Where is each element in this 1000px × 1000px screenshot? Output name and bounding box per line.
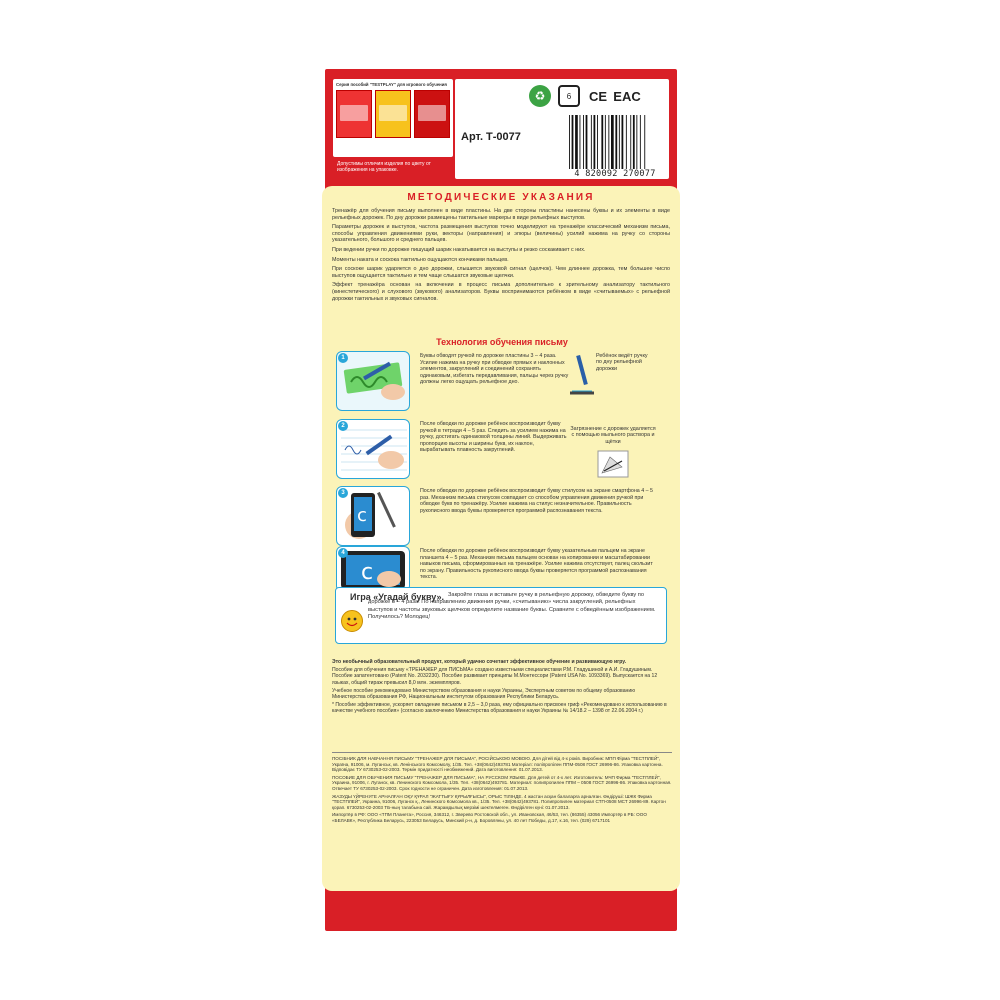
instructions-panel [322, 186, 680, 891]
recycle-icon: ♻ [529, 85, 551, 107]
barcode-bar [630, 115, 631, 169]
notebook-writing-icon [337, 420, 409, 477]
step-text: После обводки по дорожке ребёнок воспроизводит букву стилусом на экране смартфона 4 – 5 раз. Механизм письма стилусом совпадает со способом управления движения ручкой при обводке букв по тренажёру. Усилие нажима на стилус незначительное. Правильность рукописного ввода буквы проверяется программой распознавания текста. [420, 488, 654, 514]
step-text: После обводки по дорожке ребёнок воспроизводит букву указательным пальцем на экране планшета 4 – 5 раз. Механизм письма пальцем основан на копировании и масштабировании навыков письма, сформированных на тренажёре. Усилие нажима отсутствует, палец скользит по экрану. Правильность рукописного ввода буквы проверяется программой распознавания текста. [420, 548, 653, 580]
side-note-text: Ребёнок ведёт ручку по дну рельефной дорожки [596, 353, 648, 372]
legal-line-importers: Импортёр в РФ: ООО «ТПМ Планета», Россия, 346312, г. Зверево Ростовской обл., ул. Ивановская, 46/53, тел. (86355) 43056 Импортёр в РБ: ООО «БЕЛАВК», Республика Беларусь, 223053 Беларусь, Минский р-н, д. Боровляны, ул. 40 лет Победы, д.17, к.16, тел. (029) 6717101 [332, 812, 647, 823]
methods-paragraph: Тренажёр для обучения письму выполнен в виде пластины. На две стороны пластины нанесены буквы и их элементы в виде рельефных дорожек. По дну дорожки размещены тактильные маркеры в виде рельефных выступов. [332, 208, 670, 221]
barcode-bar [591, 115, 592, 169]
info-paragraph: * Пособие эффективное, ускоряет овладение письмом в 2,5 – 3,0 раза, ему официально присвоен гриф «Рекомендовано к использованию в качестве учебного пособия» (согласно заключению Министерства образования и науки Украины № 14/18.2 – 1398 от 22.06.2004 г.) [332, 702, 667, 715]
barcode-bar [611, 115, 614, 169]
product-thumbnail [336, 90, 372, 138]
color-disclaimer: Допустимы отличия изделия по цвету от изображения на упаковке. [337, 161, 431, 173]
series-card [333, 79, 453, 157]
series-thumbnails [336, 90, 450, 138]
barcode-bar [583, 115, 584, 169]
side-note-clean [570, 426, 656, 479]
methods-paragraph: При ведении ручки по дорожке пишущий шарик накатывается на выступы и резко соскакивает с них. [332, 246, 586, 253]
barcode [567, 115, 663, 169]
barcode-bar [601, 115, 603, 169]
svg-text:с: с [357, 505, 367, 526]
pen-in-groove-icon [570, 355, 594, 399]
info-lead: Это необычный образовательный продукт, который удачно сочетает эффективное обучение и развивающую игру. [332, 659, 627, 665]
barcode-bar [575, 115, 578, 169]
barcode-bar [580, 115, 581, 169]
barcode-number: 4 820092 270077 [574, 169, 656, 179]
smartphone-stylus-icon [337, 487, 409, 544]
code-box [455, 79, 669, 179]
barcode-bar [633, 115, 635, 169]
eac-mark-icon: EAC [613, 88, 641, 104]
step-number: 2 [338, 421, 348, 431]
plastic-code-icon: 6 [558, 85, 580, 107]
legal-line-kz: ЖАЗУДЫ ҮЙРЕНУГЕ АРНАЛҒАН ОҚУ ҚҰРАЛ "ЖАТТЫҒУ ҚҰРЫЛҒЫСЫ", ОРЫС ТІЛІНДЕ. 4 жастан асқан балаларға арналған. Өндіруші: ШЖК Фирма "ТЕСТПЛЕЙ", Украина, 91006, Луганск қ., Ленинского Комсомола кв., 1/35. Тел. +38(0642)493781. Полипропилен материал СТП-0508 МСТ 26996-89. Картон қорап. 6730253-02-2003 ТБ-ның талабына сай. Жарамдылық мерзімі шектелмеген. Өндірілген күні: 01.07.2013. [332, 793, 666, 810]
game-box [335, 587, 667, 644]
tech-title: Технология обучения письму [436, 337, 568, 347]
package-back [325, 69, 677, 966]
barcode-bar [615, 115, 617, 169]
barcode-bar [597, 115, 598, 169]
barcode-bar [586, 115, 588, 169]
recommendation: Рекомендовано Министерством образования и науки Украины, официально включено в "НАБОР ПЕРВОКЛАССНИКА". [345, 936, 657, 942]
barcode-bar [626, 115, 627, 169]
product-info [332, 659, 670, 715]
copyright: ©: Р.М. Гладушина и А.И. Гладушин ©: Фирма "ТЕСТПЛЕЙ" [434, 948, 568, 953]
article-number: Арт. Т-0077 [461, 131, 521, 143]
step-text: После обводки по дорожке ребёнок воспроизводит букву ручкой в тетради 4 – 5 раз. Следить за усилием нажима на ручку, достигать одинаковой толщины линий. Выдерживать пропорцию высоты и ширины букв, их наклон, вырабатывать плавность закруглений. [420, 421, 567, 453]
methods-text [332, 208, 670, 305]
barcode-bar [644, 115, 645, 169]
step-number: 3 [338, 488, 348, 498]
svg-text:с: с [361, 560, 374, 585]
legal-line-ru: ПОСОБИЕ ДЛЯ ОБУЧЕНИЯ ПИСЬМУ "ТРЕНАЖЕР ДЛЯ ПИСЬМА", НА РУССКОМ ЯЗЫКЕ. Для детей от 4-х лет. Изготовитель: МЧП Фирма "ТЕСТПЛЕЙ", Украина, 91006, г. Луганск, кв. Ленинского Комсомола, 1/35. Тел. +38(0642)493781. Материал: полипропилен ППМ – 0508 ГОСТ 26996-86. Упаковка картонная. Отвечает ТУ 6730253-02-2003. Срок годности не ограничен. Дата изготовления: 01.07.2013. [332, 774, 672, 791]
step-text: Буквы обводят ручкой по дорожке пластины 3 – 4 раза. Усилие нажима на ручку при обводке прямых и наклонных элементов, закруглений и соединений сохранять одинаковым, избегать передавливания, пальцы через ручку должны легко ощущать рельефное дно. [420, 353, 569, 385]
certification-marks [529, 85, 641, 107]
step-3 [336, 486, 666, 548]
methods-title: МЕТОДИЧЕСКИЕ УКАЗАНИЯ [407, 192, 595, 203]
methods-paragraph: Моменты наката и соскока тактильно ощущаются кончиками пальцев. [332, 256, 509, 263]
barcode-bar [619, 115, 620, 169]
barcode-bar [608, 115, 609, 169]
contacts [325, 959, 677, 966]
step-number: 1 [338, 353, 348, 363]
methods-paragraph: При соскоке шарик ударяется о дно дорожки, слышится звуковой сигнал (щелчок). Чем длиннее дорожка, тем большее число выступов ощущается тактильно и тем чаще слышатся звуковые щелчки. [332, 266, 670, 279]
methods-paragraph: Эффект тренажёра основан на включении в процесс письма дополнительно к зрительному анализатору тактильного (кинестетического) и слухового (звукового) анализаторов. Буквы воспринимаются ребёнком в виде «считываемых» с рельефной дорожки тактильных и звуковых сигналов. [332, 282, 670, 302]
game-body: Закройте глаза и вставьте ручку в рельефную дорожку, обведите букву по дорожке 3 – 4 раза. По направлению движения ручки, «считыванию» числа закруглений, рельефных выступов и частоты звуковых щелчков определите название буквы. Сравните с обведённым изображением. Получилось? Молодец! [368, 592, 656, 621]
barcode-bar [640, 115, 641, 169]
footer [325, 892, 677, 966]
trainer-plate-icon [337, 352, 409, 409]
brush-cleaning-icon [596, 449, 630, 479]
game-title: Игра «Угадай букву». [350, 592, 444, 602]
barcode-bar [636, 115, 637, 169]
product-thumbnail [375, 90, 411, 138]
series-title: Серия пособий "TESTPLAY" для игрового обучения [336, 82, 447, 87]
info-paragraph: Пособие для обучения письму «ТРЕНАЖЕР для ПИСЬМА» создано известными специалистами Р.М. Гладушиной и А.И. Гладушиным. Пособие запатентовано (Patent No. 2032230). Пособие развивает принципы М.Монтессори (Patent USA No. 1093369). Выпускается на 12 языках, общий тираж превысил 8,0 млн. экземпляров. [332, 667, 658, 686]
website-link[interactable]: www.testplay.ru [506, 959, 557, 966]
step-number: 4 [338, 548, 348, 558]
top-block [325, 69, 677, 187]
ce-mark-icon: CE [588, 88, 608, 104]
product-thumbnail [414, 90, 450, 138]
barcode-bar [605, 115, 606, 169]
legal-line-ua: ПОСІБНИК ДЛЯ НАВЧАННЯ ПИСЬМУ "ТРЕНАЖЕР ДЛЯ ПИСЬМА", РОСІЙСЬКОЮ МОВОЮ. Для дітей від 4-х років. Виробник: МПП Фірма "ТЕСТПЛЕЙ", Україна, 91006, м. Луганськ, кв. Ленінського Комсомолу, 1/35. Тел. +38(0642)493781 Матеріал: поліпропілен ППМ-0508 ГОСТ 26996-86. Упаковка картонна. Відповідає ТУ 6730253-02-2003. Термін придатності необмежений. Дата виготовлення: 01.07.2013. [332, 756, 663, 773]
side-note-pen [570, 353, 654, 372]
legal-text [332, 752, 672, 824]
barcode-bar [622, 115, 624, 169]
smiley-icon [341, 610, 363, 632]
side-note-text: Загрязнение с дорожек удаляется с помощью мыльного раствора и щётки [570, 426, 656, 445]
info-paragraph: Учебное пособие рекомендовано Министерством образования и науки Украины, Экспертным советом по общему образованию Министерства образования РФ, Национальным институтом образования Республики Беларусь. [332, 687, 636, 701]
barcode-bar [594, 115, 596, 169]
barcode-bar [569, 115, 570, 169]
email-link[interactable]: office@testplay.ru [445, 959, 498, 966]
barcode-bar [572, 115, 574, 169]
methods-paragraph: Параметры дорожек и выступов, частота размещения выступов точно моделируют на тренажёре классический механизм письма, способы управления движениями руки, векторы (направления) и эпюры (величины) усилий нажима на ручку со стороны указательного, большого и среднего пальцев. [332, 224, 670, 244]
